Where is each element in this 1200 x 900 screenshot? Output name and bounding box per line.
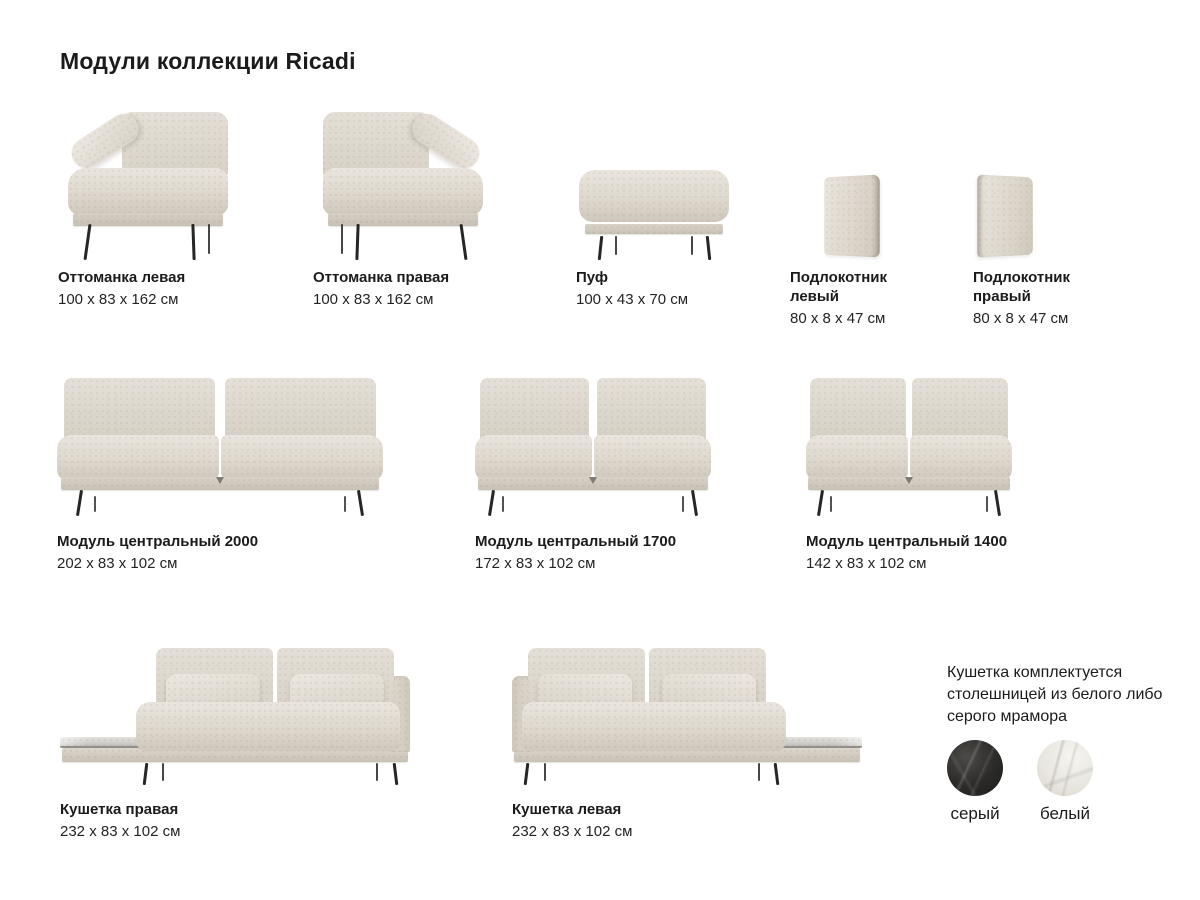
backrest xyxy=(64,378,216,442)
seat xyxy=(522,702,786,751)
base xyxy=(585,224,723,234)
page-title: Модули коллекции Ricadi xyxy=(60,48,356,74)
leg xyxy=(597,236,602,260)
module-name: Подлокотник правый xyxy=(973,269,1070,305)
armrest-right-illustration xyxy=(973,110,1123,260)
backrest xyxy=(597,378,707,442)
sofa-image xyxy=(57,378,383,518)
leg xyxy=(84,224,92,260)
panel xyxy=(977,175,1033,258)
leg xyxy=(615,236,617,255)
leg xyxy=(986,496,988,512)
leg xyxy=(376,763,378,781)
sofa-image xyxy=(512,648,862,785)
module-card-pouf xyxy=(576,110,731,309)
sofa-image xyxy=(68,112,228,260)
leg xyxy=(488,490,495,516)
seat xyxy=(221,435,383,480)
module-dims: 202 x 83 x 102 см xyxy=(57,555,178,572)
marble-note xyxy=(947,662,1167,824)
module-card-ottoman-right xyxy=(313,110,493,309)
module-name: Пуф xyxy=(576,269,609,286)
base xyxy=(61,477,379,490)
leg xyxy=(758,763,760,781)
leg xyxy=(344,496,346,512)
module-dims: 142 x 83 x 102 см xyxy=(806,555,927,572)
module-name: Кушетка левая xyxy=(512,801,622,818)
leg xyxy=(143,763,149,785)
central-1700-illustration xyxy=(475,378,715,518)
module-name: Модуль центральный 2000 xyxy=(57,533,259,550)
module-dims: 100 x 43 x 70 см xyxy=(576,291,689,308)
swatch-label-white: белый xyxy=(1039,804,1091,823)
base xyxy=(808,477,1009,490)
marble-swatch-gray xyxy=(947,740,1003,796)
armrest-image xyxy=(818,172,888,260)
sofa-image xyxy=(323,112,483,260)
leg xyxy=(774,763,780,785)
module-name: Оттоманка левая xyxy=(58,269,186,286)
module-dims: 232 x 83 x 102 см xyxy=(60,823,181,840)
module-name: Оттоманка правая xyxy=(313,269,450,286)
module-card-central-1400 xyxy=(806,378,1016,573)
base xyxy=(478,477,708,490)
leg xyxy=(162,763,164,781)
leg xyxy=(817,490,824,516)
module-dims: 80 x 8 x 47 см xyxy=(790,310,886,327)
swatch-label-gray: серый xyxy=(950,804,1000,823)
seat xyxy=(594,435,711,480)
module-card-armrest-right xyxy=(973,110,1123,328)
leg xyxy=(705,236,710,260)
leg xyxy=(524,763,530,785)
ottoman-right-illustration xyxy=(313,110,493,260)
panel xyxy=(824,175,880,258)
leg xyxy=(94,496,96,512)
sofa-image xyxy=(475,378,711,518)
module-name: Кушетка правая xyxy=(60,801,179,818)
seat xyxy=(136,702,400,751)
module-dims: 100 x 83 x 162 см xyxy=(313,291,434,308)
leg xyxy=(76,490,83,516)
marble-swatch-white xyxy=(1037,740,1093,796)
seat xyxy=(68,168,228,215)
module-name: Подлокотник левый xyxy=(790,269,887,305)
leg xyxy=(544,763,546,781)
module-dims: 100 x 83 x 162 см xyxy=(58,291,179,308)
armrest-left-illustration xyxy=(790,110,940,260)
leg xyxy=(994,490,1001,516)
module-name: Модуль центральный 1700 xyxy=(475,533,677,550)
marble-swatches xyxy=(947,740,1167,824)
ottoman-left-illustration xyxy=(58,110,238,260)
module-name: Модуль центральный 1400 xyxy=(806,533,1008,550)
note-text: Кушетка комплектуется столешницей из белого либо серого мрамора xyxy=(947,664,1163,725)
backrest xyxy=(225,378,377,442)
module-card-central-1700 xyxy=(475,378,715,573)
seat xyxy=(806,435,908,480)
seat xyxy=(323,168,483,215)
module-card-central-2000 xyxy=(57,378,387,573)
couch-right-illustration xyxy=(60,648,412,785)
pouf-illustration xyxy=(576,110,731,260)
leg xyxy=(341,224,343,254)
leg xyxy=(393,763,399,785)
swatch-white-column xyxy=(1037,740,1093,824)
leg xyxy=(830,496,832,512)
backrest xyxy=(810,378,906,442)
marble-tabletop xyxy=(60,737,144,748)
leg xyxy=(682,496,684,512)
base xyxy=(73,213,223,226)
module-card-couch-left xyxy=(512,648,868,841)
cushion xyxy=(579,170,729,222)
central-1400-illustration xyxy=(806,378,1016,518)
leg xyxy=(357,490,364,516)
leg xyxy=(502,496,504,512)
module-card-armrest-left xyxy=(790,110,940,328)
module-card-ottoman-left xyxy=(58,110,238,309)
marble-tabletop xyxy=(778,737,862,748)
leg xyxy=(355,224,359,260)
swatch-gray-column xyxy=(947,740,1003,824)
module-dims: 80 x 8 x 47 см xyxy=(973,310,1069,327)
sofa-image xyxy=(60,648,410,785)
seat xyxy=(57,435,219,480)
sofa-image xyxy=(579,170,729,260)
leg xyxy=(691,236,693,255)
module-card-couch-right xyxy=(60,648,412,841)
sofa-image xyxy=(806,378,1012,518)
seat xyxy=(475,435,592,480)
base xyxy=(328,213,478,226)
backrest xyxy=(912,378,1008,442)
couch-left-illustration xyxy=(512,648,868,785)
leg xyxy=(460,224,468,260)
armrest-image xyxy=(973,172,1043,260)
leg xyxy=(691,490,698,516)
leg xyxy=(191,224,195,260)
leg xyxy=(208,224,210,254)
module-dims: 232 x 83 x 102 см xyxy=(512,823,633,840)
module-dims: 172 x 83 x 102 см xyxy=(475,555,596,572)
backrest xyxy=(480,378,590,442)
seat xyxy=(910,435,1012,480)
central-2000-illustration xyxy=(57,378,387,518)
